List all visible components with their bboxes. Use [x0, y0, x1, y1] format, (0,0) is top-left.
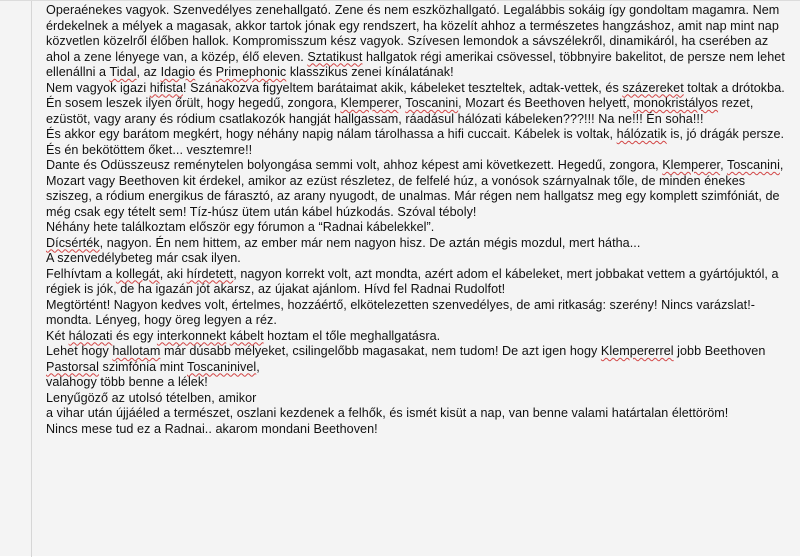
text-run: , [720, 158, 727, 172]
text-run: És akkor egy barátom megkért, hogy néhány napig nálam tárolhassa a hifi cuccait. Kábelek is voltak, [46, 127, 617, 141]
text-paragraph [46, 375, 792, 391]
text-run: toltak a drótokba. Én sosem leszek ilyen őrült, hogy hegedű, zongora, [46, 80, 785, 110]
text-run: Nincs mese tud ez a Radnai.. akarom mondani Beethoven! [46, 421, 378, 436]
text-run: ! Szánakozva figyeltem barátaimat akik, kábeleket teszteltek, adtak-vettek, és [183, 80, 623, 95]
misspelled-word: hálózatik [616, 127, 667, 141]
text-run: Néhány hete találkoztam először egy fórumon a “Radnai kábelekkel”. [46, 220, 435, 234]
misspelled-word: hifista [149, 80, 183, 95]
misspelled-word: hallotam [112, 344, 161, 358]
text-run: és [195, 65, 216, 79]
misspelled-word: Klemperer [662, 158, 721, 172]
misspelled-word: Toscaninivel [187, 359, 257, 374]
text-run: valahogy több benne a lélek! [46, 375, 208, 389]
text-paragraph [46, 298, 792, 329]
text-run: , Mozart vagy Beethoven kit érdekel, amikor az ezüst részletez, de felfelé húz, a vonósok szárnyalnak tőle, de minden énekes sziszeg, a ródium energikus de fárasztó, az arany nyugodt, de unalmas. Már régen nem hallgatsz meg egy komplett szimfóniát, de még csak egy tételt sem! Tíz-húsz ütem után kábel húzkodás. Szóval téboly! [46, 158, 784, 219]
text-paragraph [46, 406, 792, 422]
text-run: Két [46, 328, 69, 343]
misspelled-word: Klempererrel [600, 344, 674, 358]
misspelled-word: hírdetett [186, 266, 234, 281]
text-run: , aki [159, 266, 187, 281]
misspelled-word: kollegát [115, 266, 160, 281]
text-run: , nagyon. Én nem hittem, az ember már nem nagyon hisz. De aztán mégis mozdul, mert hátha... [99, 235, 641, 250]
text-run: , nagyon korrekt volt, azt mondta, azért adom el kábeleket, mert jobbakat vettem a gyártójuktól, a régiek is jók, de ha igazán jót akarsz, az újakat ajánlom. Hívd fel Radnai Rudolfot! [46, 266, 779, 296]
text-paragraph [46, 158, 792, 220]
text-run: szimfónia mint [98, 359, 188, 374]
text-paragraph [46, 127, 792, 158]
text-paragraph [46, 344, 792, 375]
text-paragraph [46, 236, 792, 252]
text-paragraph [46, 329, 792, 345]
text-run: , az [136, 65, 161, 79]
text-run: hoztam el tőle meghallgatásra. [263, 328, 441, 343]
gutter-divider [31, 1, 32, 557]
misspelled-word: interkonnekt [156, 328, 227, 343]
text-run: , [398, 96, 406, 110]
text-run: hallgatok régi amerikai csövessel, többnyire bakelitot, de persze nem lehet ellenállni a [46, 49, 785, 79]
text-run: , Mozart és Beethoven helyett, [458, 96, 634, 110]
text-run: Megtörtént! Nagyon kedves volt, értelmes, hozzáértő, elkötelezetten szenvedélyes, de ami ritkaság: szerény! Nincs varázslat!-mondta. Lényeg, hogy öreg legyen a réz. [46, 297, 756, 327]
text-run: , [256, 359, 260, 374]
text-run: rezet, ezüstöt, vagy arany és ródium csatlakozók hangját hallgassam, ráadásul hálózati kábeleken???!!! Na ne!!! Én soha!!! [46, 96, 754, 126]
misspelled-word: százereket [622, 80, 684, 95]
misspelled-word: Klemperer [340, 96, 399, 110]
text-paragraph [46, 220, 792, 236]
text-run: a vihar után újjáéled a természet, oszlani kezdenek a felhők, és ismét kisüt a nap, van benne valami határtalan élettöröm! [46, 406, 729, 420]
text-run: klasszikus zenei kínálatának! [286, 65, 454, 79]
misspelled-word: Toscanini [726, 158, 780, 172]
text-run: Dante és Odüsszeusz reménytelen bolyongása semmi volt, ahhoz képest ami következett. Hegedű, zongora, [46, 158, 663, 172]
misspelled-word: Dícsérték [46, 235, 100, 250]
misspelled-word: hálozati [68, 328, 113, 343]
text-paragraph [46, 422, 792, 438]
text-paragraph [46, 391, 792, 407]
misspelled-word: Tidal [109, 65, 137, 79]
misspelled-word: Primephonic [215, 65, 287, 79]
misspelled-word: monokristályos [633, 96, 719, 110]
text-run: jobb Beethoven [673, 344, 766, 358]
misspelled-word: Sztatikust [307, 49, 363, 64]
text-paragraph [46, 251, 792, 267]
text-paragraph [46, 267, 792, 298]
text-run: Lehet hogy [46, 344, 113, 358]
misspelled-word: Toscanini [405, 96, 459, 110]
text-paragraph [46, 81, 792, 128]
text-run: Operaénekes vagyok. Szenvedélyes zenehallgató. Zene és nem eszközhallgató. Legalábbis sokáig így gondoltam magamra. Nem érdekelnek a mélyek a magasak, akkor tartok jónak egy rendszert, ha közelít ahhoz a természetes hangzáshoz, amit nap mint nap közvetlen közelről élőben hallok. Kompromisszum kész vagyok. Szívesen lemondok a sávszélekről, dinamikáról, ha cserében az ahol a zene lényege van, a közép, élő eleven. [46, 3, 780, 64]
text-paragraph [46, 3, 792, 81]
misspelled-word: kábelt [229, 328, 264, 343]
text-run: A szenvedélybeteg már csak ilyen. [46, 251, 241, 265]
text-run: és egy [112, 328, 157, 343]
text-run: is, jó drágák persze. És én bekötöttem őket... vesztemre!! [46, 127, 785, 157]
misspelled-word: Idagio [160, 65, 196, 79]
text-run: Lenyűgöző az utolsó tételben, amikor [46, 390, 257, 405]
text-run: már dúsabb mélyeket, csilingelőbb magasakat, nem tudom! De azt igen hogy [160, 344, 601, 358]
text-run: Felhívtam a [46, 266, 116, 281]
text-editor-body[interactable] [46, 3, 792, 437]
misspelled-word: Pastorsal [46, 359, 99, 374]
text-run: Nem vagyok igazi [46, 80, 150, 95]
